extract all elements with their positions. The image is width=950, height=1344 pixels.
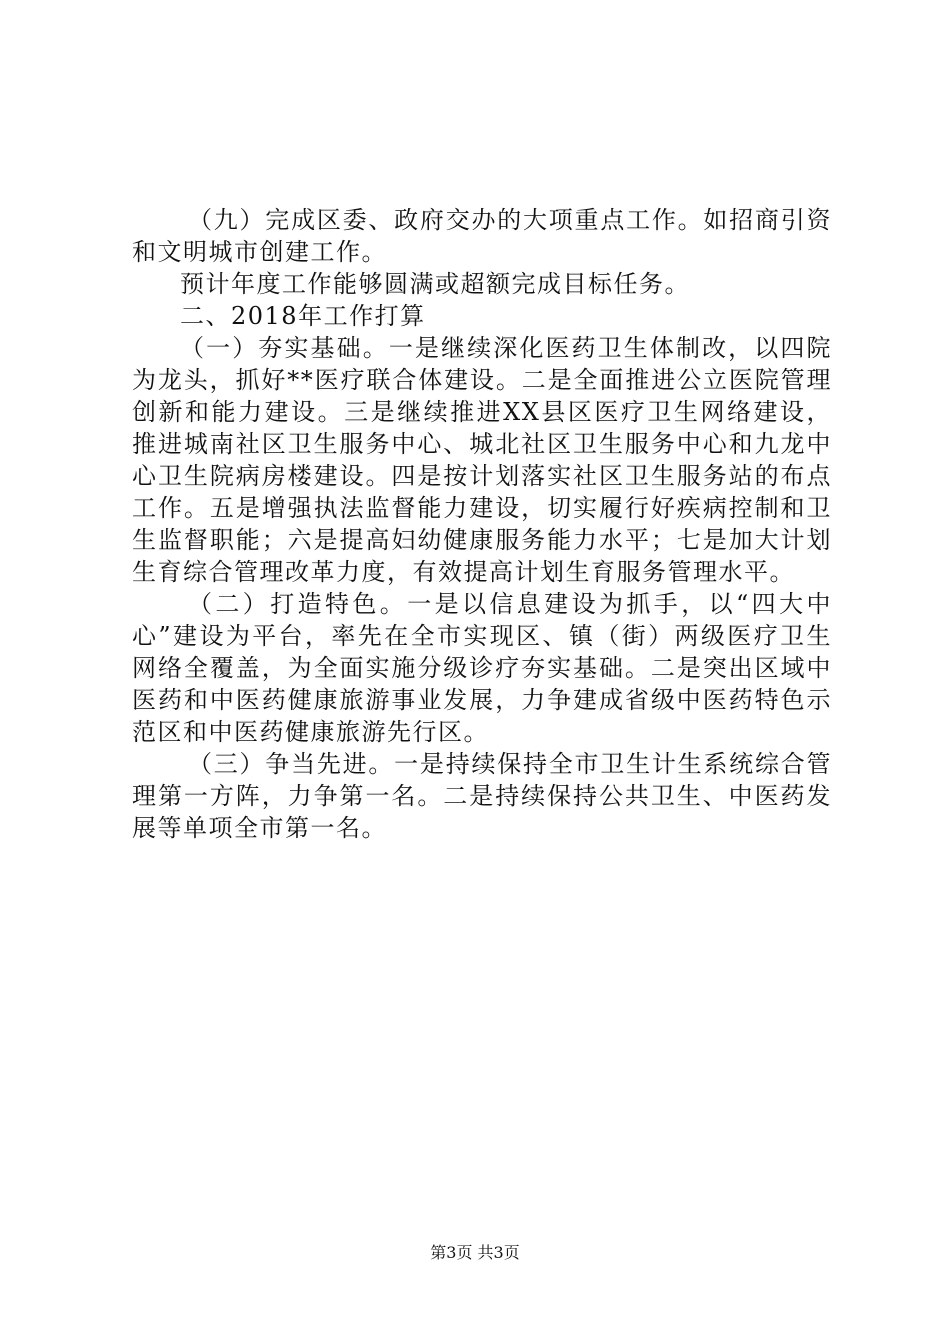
paragraph-plan-1: （一）夯实基础。一是继续深化医药卫生体制改，以四院为龙头，抓好**医疗联合体建设。二是全面推进公立医院管理创新和能力建设。三是继续推进XX县区医疗卫生网络建设，推进城南社区卫生服务中心、城北社区卫生服务中心和九龙中心卫生院病房楼建设。四是按计划落实社区卫生服务站的布点工作。五是增强执法监督能力建设，切实履行好疾病控制和卫生监督职能；六是提高妇幼健康服务能力水平；七是加大计划生育综合管理改革力度，有效提高计划生育服务管理水平。 <box>132 334 832 586</box>
page-number-footer: 第3页 共3页 <box>430 1243 520 1262</box>
paragraph-plan-3: （三）争当先进。一是持续保持全市卫生计生系统综合管理第一方阵，力争第一名。二是持续保持公共卫生、中医药发展等单项全市第一名。 <box>132 750 832 842</box>
section-heading-2018-plan: 二、2018年工作打算 <box>180 302 426 330</box>
document-body <box>132 204 832 844</box>
paragraph-forecast: 预计年度工作能够圆满或超额完成目标任务。 <box>180 270 690 298</box>
paragraph-plan-2: （二）打造特色。一是以信息建设为抓手，以“四大中心”建设为平台，率先在全市实现区、镇（街）两级医疗卫生网络全覆盖，为全面实施分级诊疗夯实基础。二是突出区域中医药和中医药健康旅游事业发展，力争建成省级中医药特色示范区和中医药健康旅游先行区。 <box>132 590 832 746</box>
paragraph-item-9: （九）完成区委、政府交办的大项重点工作。如招商引资和文明城市创建工作。 <box>132 206 832 266</box>
